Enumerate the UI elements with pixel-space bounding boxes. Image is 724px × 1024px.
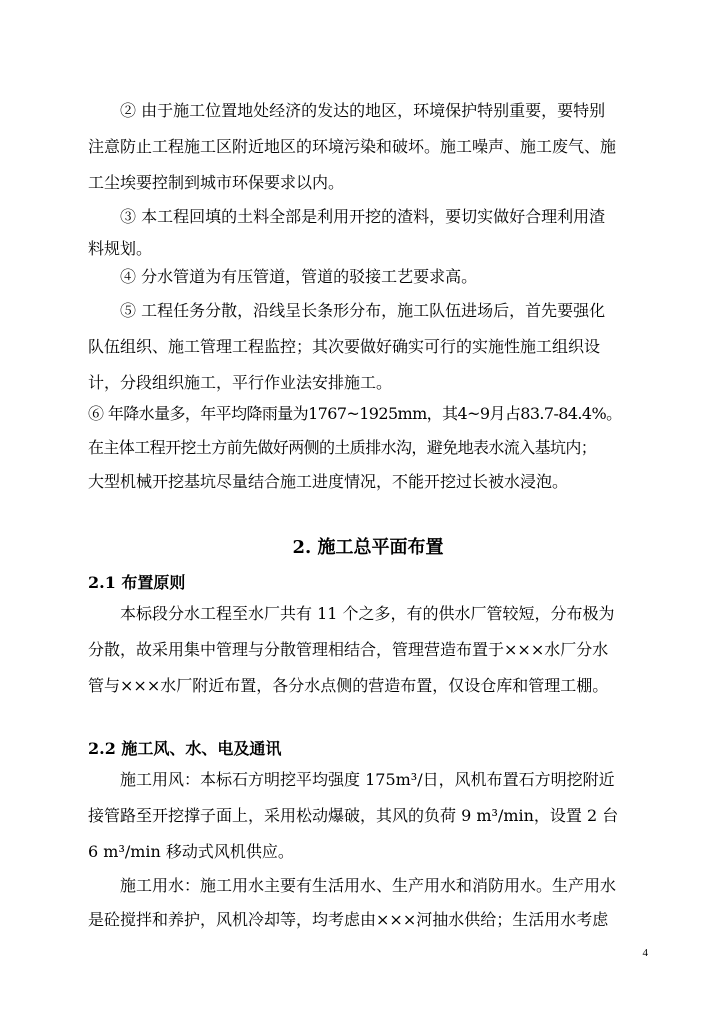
item2-line-1: ② 由于施工位置地处经济的发达的地区，环境保护特别重要，要特别 [120,101,606,120]
item6-line-2: 在主体工程开挖土方前先做好两侧的土质排水沟，避免地表水流入基坑内； [88,438,597,457]
item2-line-2: 注意防止工程施工区附近地区的环境污染和破坏。施工噪声、施工废气、施 [88,137,617,156]
item6-line-1: ⑥ 年降水量多，年平均降雨量为1767~1925mm，其4~9月占83.7-84.4%。 [88,404,622,423]
section-2-title: 2. 施工总平面布置 [292,537,444,558]
item4-line-1: ④ 分水管道为有压管道，管道的驳接工艺要求高。 [120,267,478,286]
page-number: 4 [642,947,648,959]
item5-line-2: 队伍组织、施工管理工程监控；其次要做好确实可行的实施性施工组织设 [88,337,601,356]
section-2-2-title: 2.2 施工风、水、电及通讯 [88,739,282,758]
section-2-1-line-3: 管与×××水厂附近布置，各分水点侧的营造布置，仅设仓库和管理工棚。 [88,676,609,695]
section-2-2-wind-line-1: 施工用风：本标石方明挖平均强度 175m³/日，风机布置石方明挖附近 [120,770,615,789]
section-2-2-water-line-2: 是砼搅拌和养护，风机冷却等，均考虑由×××河抽水供给；生活用水考虑 [88,910,609,929]
section-2-1-title: 2.1 布置原则 [88,573,186,592]
item5-line-3: 计，分段组织施工，平行作业法安排施工。 [88,373,393,392]
section-2-2-water-line-1: 施工用水：施工用水主要有生活用水、生产用水和消防用水。生产用水 [120,876,617,895]
item3-line-2: 料规划。 [88,239,153,258]
section-2-1-line-2: 分散，故采用集中管理与分散管理相结合，管理营造布置于×××水厂分水 [88,640,609,659]
item6-line-3: 大型机械开挖基坑尽量结合施工进度情况，不能开挖过长被水浸泡。 [88,472,569,491]
item2-line-3: 工尘埃要控制到城市环保要求以内。 [88,173,345,192]
item3-line-1: ③ 本工程回填的土料全部是利用开挖的渣料，要切实做好合理利用渣 [120,207,606,226]
section-2-1-line-1: 本标段分水工程至水厂共有 11 个之多，有的供水厂管较短，分布极为 [120,604,615,623]
item5-line-1: ⑤ 工程任务分散，沿线呈长条形分布，施工队伍进场后，首先要强化 [120,301,606,320]
section-2-2-wind-line-2: 接管路至开挖撑子面上，采用松动爆破，其风的负荷 9 m³/min，设置 2 台 [88,806,619,825]
section-2-2-wind-line-3: 6 m³/min 移动式风机供应。 [88,842,294,861]
